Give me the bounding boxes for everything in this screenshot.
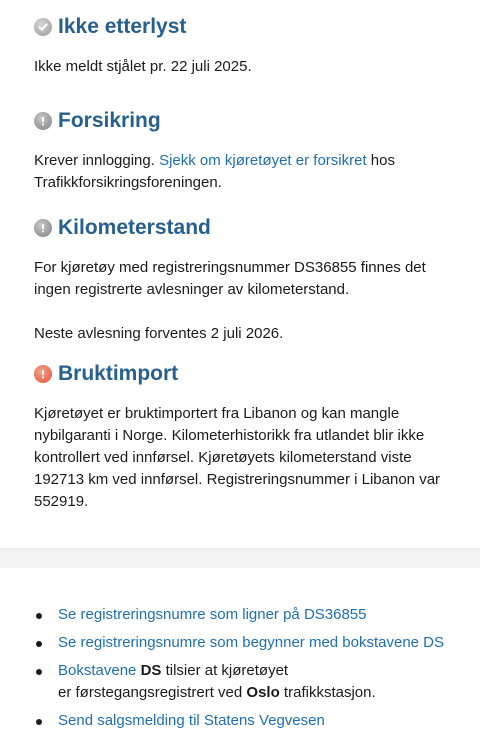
section-header (34, 12, 444, 42)
section-divider (0, 548, 480, 568)
section-forsikring (34, 106, 444, 213)
section-header (34, 213, 444, 243)
registration-text: er førstegangsregistrert ved (58, 684, 247, 701)
list-item (36, 604, 450, 626)
letters-code: DS (140, 662, 162, 679)
section-title: Bruktimport (58, 362, 179, 385)
text-after-link: hos Trafikkforsikringsforeningen. (34, 152, 395, 191)
letters-link[interactable]: Bokstavene (58, 662, 137, 679)
station-suffix: trafikkstasjon. (279, 684, 376, 701)
section-ikke-etterlyst (34, 12, 444, 106)
section-title: Ikke etterlyst (58, 15, 187, 38)
list-item (36, 710, 450, 732)
section-header (34, 359, 444, 389)
warning-icon (34, 365, 52, 383)
related-links (0, 568, 480, 732)
section-kilometerstand (34, 213, 444, 359)
letters-text: tilsier at kjøretøyet (161, 662, 289, 679)
station-name: Oslo (246, 684, 280, 701)
section-title: Kilometerstand (58, 216, 211, 239)
info-icon (34, 219, 52, 237)
section-bruktimport (34, 359, 444, 513)
section-text (34, 150, 444, 194)
section-text-next-reading: Neste avlesning forventes 2 juli 2026. (34, 325, 284, 342)
plates-starting-with-link[interactable]: Se registreringsnumre som begynner med bokstavene DS (58, 634, 445, 651)
list-item (36, 660, 450, 704)
section-header (34, 106, 444, 136)
section-text: For kjøretøy med registreringsnummer DS36855 finnes det ingen registrerte avlesninger av kilometerstand. (34, 259, 426, 298)
info-icon (34, 112, 52, 130)
text-before-link: Krever innlogging. (34, 152, 160, 169)
section-text: Kjøretøyet er bruktimportert fra Libanon og kan mangle nybilgaranti i Norge. Kilometerhistorikk fra utlandet blir ikke kontrollert ved innførsel. Kjøretøyets kilometerstand viste 192713 km ved innførsel. Registreringsnummer i Libanon var 552919. (34, 405, 441, 510)
section-text: Ikke meldt stjålet pr. 22 juli 2025. (34, 58, 252, 75)
check-icon (34, 18, 52, 36)
sales-notice-link[interactable]: Send salgsmelding til Statens Vegvesen (58, 712, 325, 729)
list-item (36, 632, 450, 654)
section-title: Forsikring (58, 109, 161, 132)
check-insurance-link[interactable]: Sjekk om kjøretøyet er forsikret (159, 152, 367, 169)
similar-plates-link[interactable]: Se registreringsnumre som ligner på DS36855 (58, 606, 367, 623)
